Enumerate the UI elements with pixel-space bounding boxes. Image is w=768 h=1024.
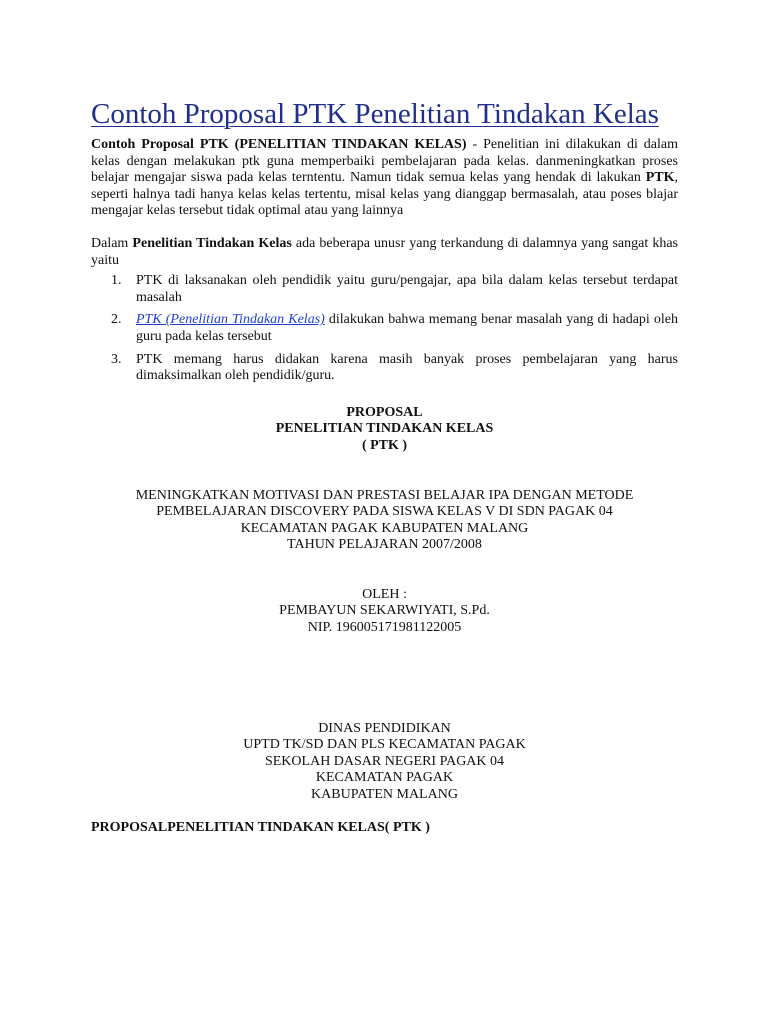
list-item-text: PTK memang harus didakan karena masih banyak proses pembelajaran yang harus dimaksimalkan oleh pendidik/guru. [136,351,678,384]
intro-bold-lead: Contoh Proposal PTK (PENELITIAN TINDAKAN KELAS) [91,137,467,152]
ptk-points-list [91,273,678,385]
list-number: 2. [111,312,122,328]
list-number: 3. [111,351,122,367]
author-block [91,587,678,637]
dalam-paragraph [91,236,678,269]
dalam-lead: Dalam [91,235,133,251]
author-line: OLEH : [362,586,407,602]
institution-line: UPTD TK/SD DAN PLS KECAMATAN PAGAK [243,737,526,753]
article-content [91,98,678,836]
list-item [91,312,678,345]
judul-block [91,488,678,554]
judul-line: TAHUN PELAJARAN 2007/2008 [287,537,482,553]
intro-text: - Penelitian ini dilakukan di dalam kelas dengan melakukan ptk guna memperbaiki pembelajaran pada kelas. danmeningkatkan proses belajar mengajar siswa pada kelas terntentu. Namun tidak semua kelas yang hendak di lakukan [91,137,679,186]
institution-line: SEKOLAH DASAR NEGERI PAGAK 04 [264,753,505,769]
list-item [91,273,678,306]
institution-block [91,721,678,804]
judul-line: KECAMATAN PAGAK KABUPATEN MALANG [240,520,529,536]
proposal-line: PENELITIAN TINDAKAN KELAS [275,421,494,437]
intro-text-end: , seperti halnya tadi hanya kelas kelas tertentu, misal kelas yang dianggap bermasalah, atau poses blajar mengajar kelas tersebut tidak optimal atau yang lainnya [91,170,678,219]
list-item [91,352,678,385]
intro-paragraph [91,137,678,220]
dalam-bold: Penelitian Tindakan Kelas [132,235,292,251]
author-line: PEMBAYUN SEKARWIYATI, S.Pd. [279,603,490,619]
article-title-link[interactable]: Contoh Proposal PTK Penelitian Tindakan Kelas [91,98,659,130]
proposal-line: ( PTK ) [361,437,408,453]
institution-line: KECAMATAN PAGAK [315,770,454,786]
list-number: 1. [111,273,122,289]
proposal-line: PROPOSAL [346,404,423,420]
intro-bold-ptk: PTK [645,170,675,186]
list-item-text: dilakukan bahwa memang benar masalah yang di hadapi oleh guru pada kelas tersebut [136,312,679,344]
list-item-text: PTK di laksanakan oleh pendidik yaitu guru/pengajar, apa bila dalam kelas tersebut terdapat masalah [136,273,678,305]
judul-line: PEMBELAJARAN DISCOVERY PADA SISWA KELAS V DI SDN PAGAK 04 [156,504,613,520]
dalam-rest: ada beberapa unusr yang terkandung di dalamnya yang sangat khas yaitu [91,235,678,268]
judul-line: MENINGKATKAN MOTIVASI DAN PRESTASI BELAJAR IPA DENGAN METODE [135,487,634,503]
ptk-link[interactable]: PTK (Penelitian Tindakan Kelas) [136,312,325,328]
author-line: NIP. 196005171981122005 [307,620,462,636]
institution-line: KABUPATEN MALANG [311,787,458,803]
final-heading: PROPOSALPENELITIAN TINDAKAN KELAS( PTK ) [91,819,430,835]
proposal-heading-block [91,405,678,455]
institution-line: DINAS PENDIDIKAN [318,720,451,736]
